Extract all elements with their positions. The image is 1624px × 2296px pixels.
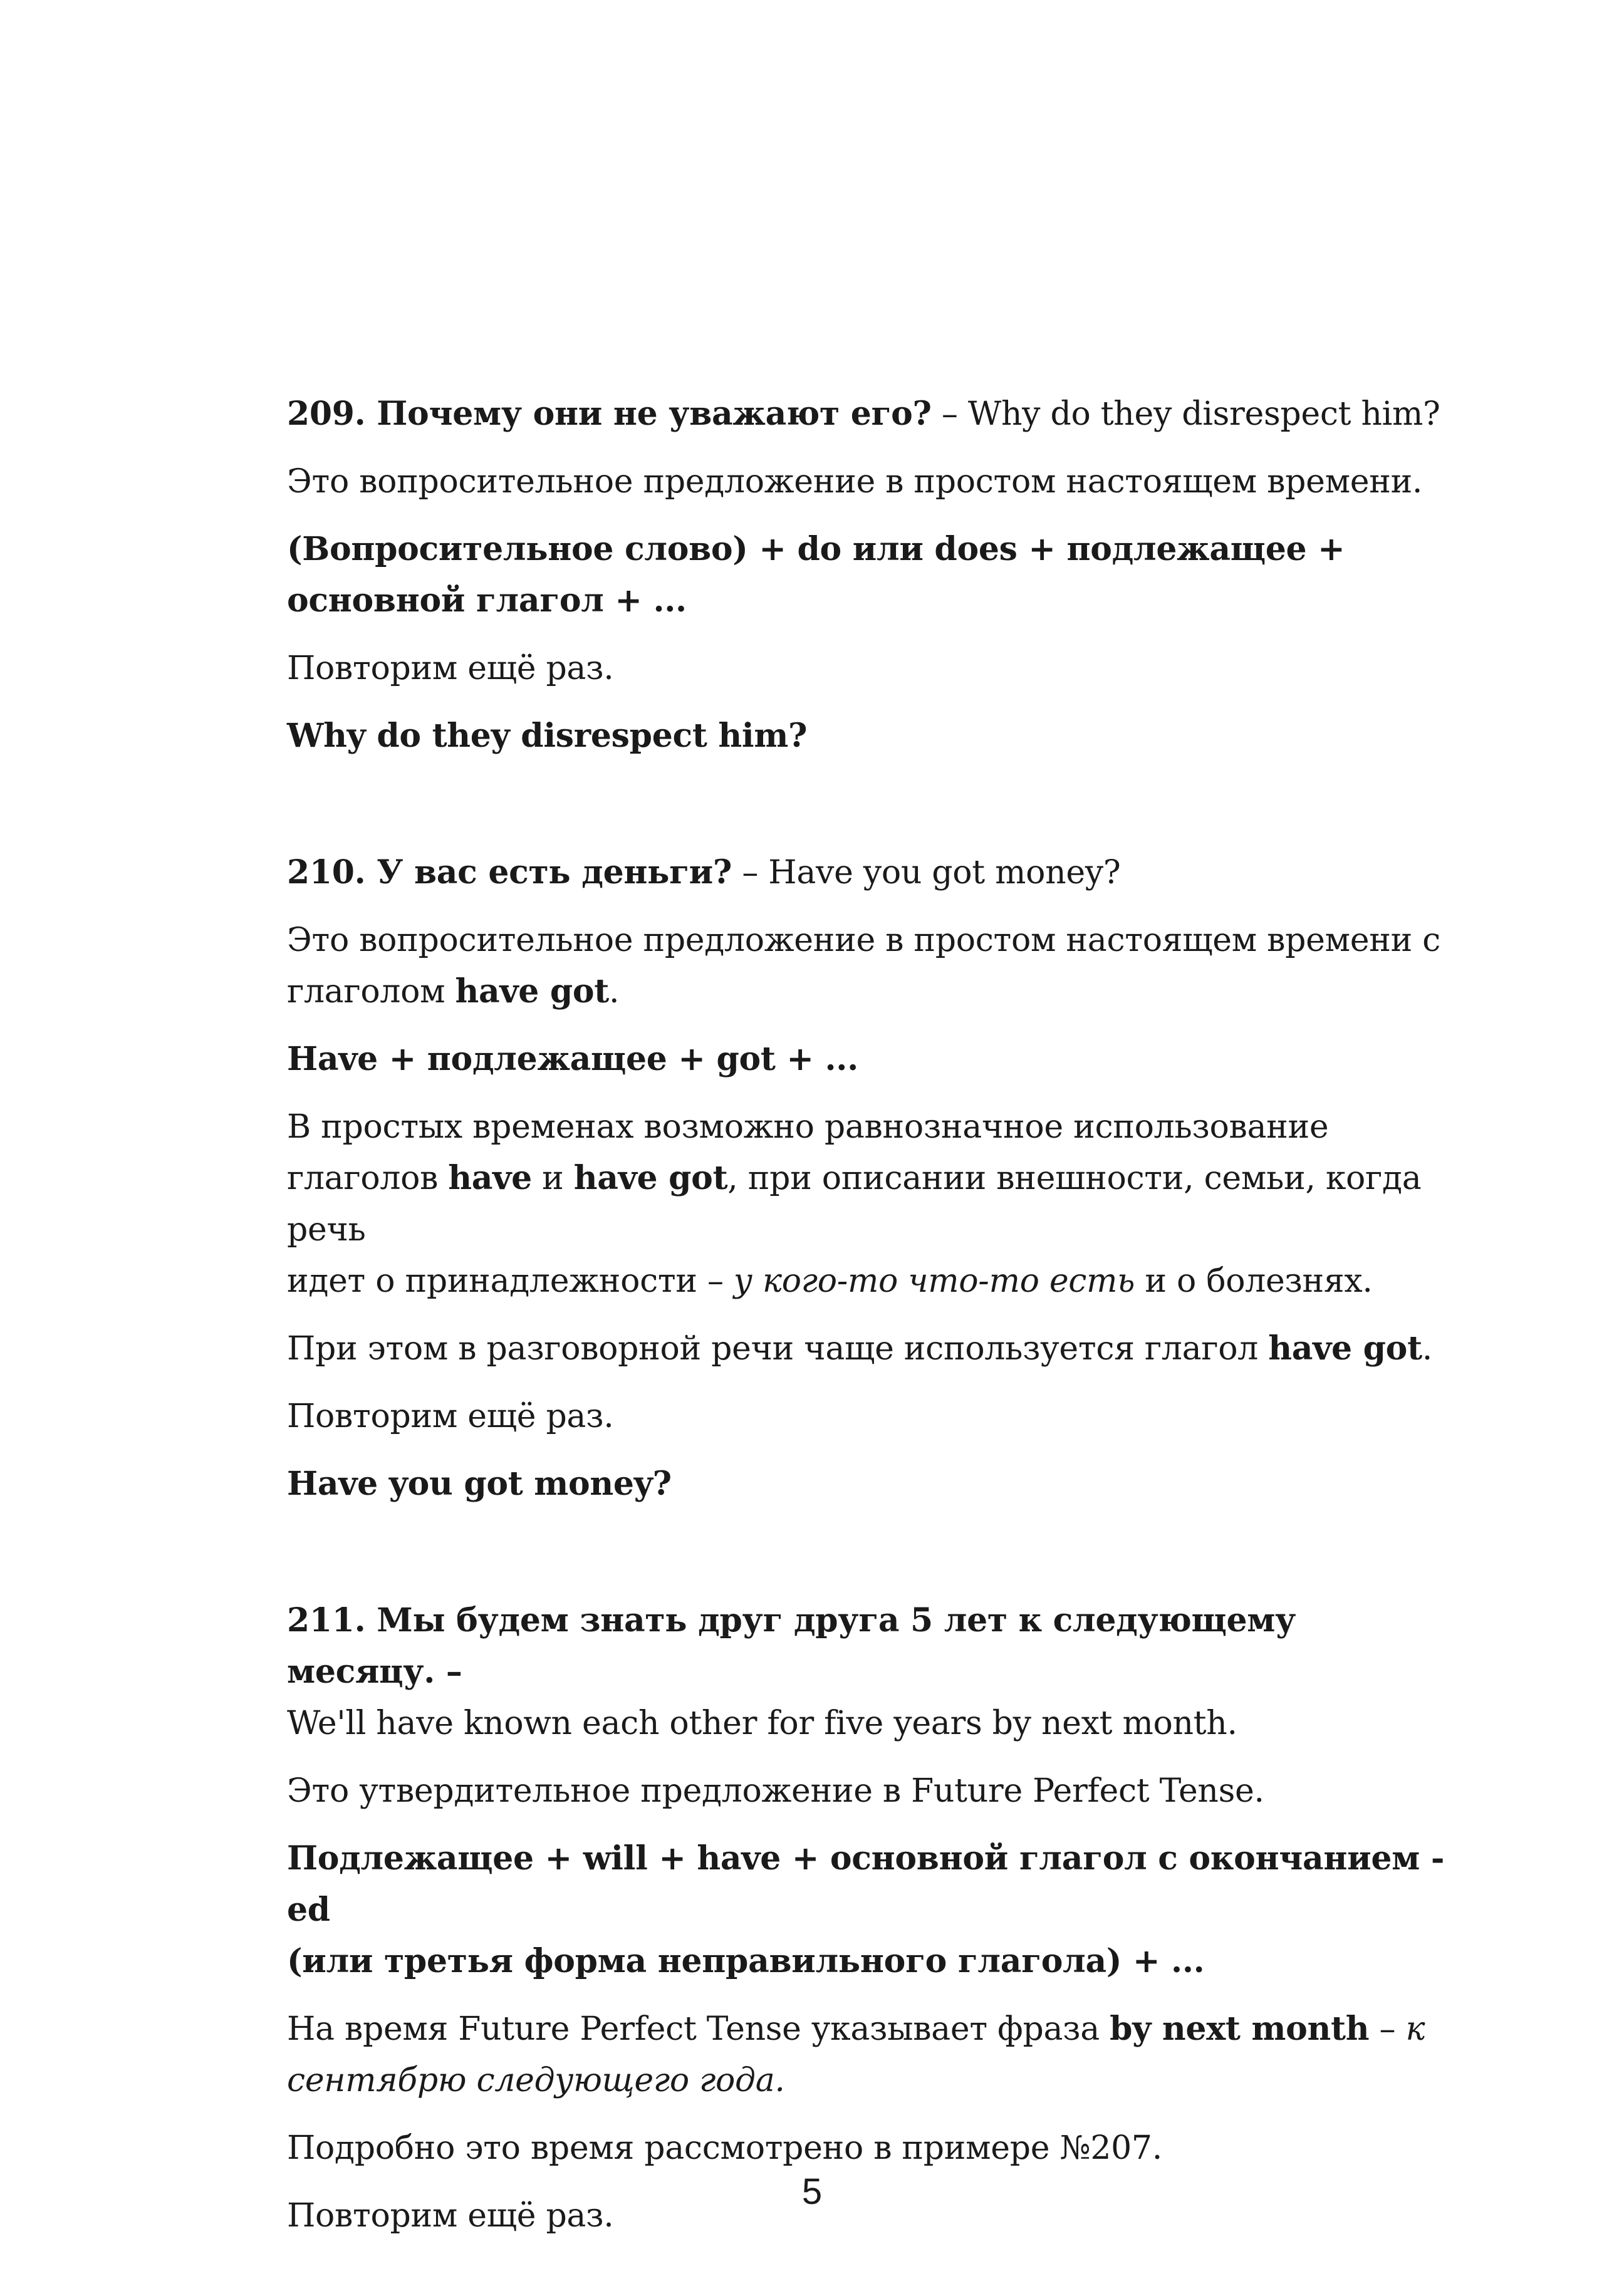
formula-line: Подлежащее + will + have + основной глагол с окончанием -ed [287,1839,1445,1929]
note-text: При этом в разговорной речи чаще используется глагол [287,1330,1269,1368]
example-210 [287,847,1452,1510]
repeat-label: Повторим ещё раз. [287,1398,614,1435]
usage-note [287,1101,1452,1307]
usage-text: и о болезнях. [1135,1262,1373,1300]
usage-bold: have [448,1159,532,1197]
usage-italic: у кого-то что-то есть [733,1262,1135,1300]
usage-bold: have got [573,1159,728,1197]
marker-bold: by next month [1110,2010,1370,2048]
reference-note: Подробно это время рассмотрено в примере №207. [287,2129,1162,2167]
description-text: глаголом [287,973,455,1010]
formula-line: (Вопросительное слово) + do или does + подлежащее + [287,530,1345,568]
section-gap [287,778,1452,847]
usage-text: , при описании внешности, семьи, когда речь [287,1160,1422,1249]
repeat-label: Повторим ещё раз. [287,650,614,687]
marker-italic: сентябрю следующего года. [287,2062,785,2099]
grammar-formula [287,524,1452,626]
heading-russian: 211. Мы будем знать друг друга 5 лет к следующему месяцу. [287,1601,1296,1691]
formula-line: основной глагол + ... [287,581,687,620]
usage-text: и [531,1160,574,1197]
usage-text: идет о принадлежности – [287,1262,734,1300]
example-description [287,915,1452,1017]
grammar-formula: Have + подлежащее + got + ... [287,1040,858,1078]
heading-english: We'll have known each other for five years by next month. [287,1705,1237,1742]
example-heading [287,847,1452,898]
repeat-sentence: Why do they disrespect him? [287,717,808,755]
note-bold: have got [1268,1329,1422,1368]
repeat-label: Повторим ещё раз. [287,2197,614,2235]
heading-russian: 209. Почему они не уважают его? [287,395,932,433]
heading-russian: 210. У вас есть деньги? [287,853,732,891]
heading-dash: – [435,1653,462,1691]
usage-text: глаголов [287,1160,449,1197]
heading-english: – Why do they disrespect him? [931,395,1440,433]
repeat-sentence: Have you got money? [287,1465,672,1503]
page-number: 5 [801,2171,823,2212]
colloquial-note [287,1323,1452,1374]
example-heading [287,1595,1452,1749]
description-bold: have got [455,972,610,1010]
formula-line: (или третья форма неправильного глагола) + ... [287,1942,1205,1980]
description-text: . [609,973,620,1010]
note-text: . [1422,1330,1433,1368]
example-heading [287,388,1452,440]
example-211 [287,1595,1452,2241]
grammar-formula [287,1833,1452,1987]
marker-text: На время Future Perfect Tense указывает фраза [287,2010,1110,2048]
usage-line: В простых временах возможно равнозначное использование [287,1108,1329,1146]
marker-text: – [1369,2010,1406,2048]
section-gap [287,1526,1452,1595]
example-description: Это вопросительное предложение в простом настоящем времени. [287,463,1423,501]
document-page [287,388,1452,2258]
example-209 [287,388,1452,762]
description-line: Это вопросительное предложение в простом настоящем времени с [287,922,1440,959]
time-marker-note [287,2003,1452,2106]
example-description: Это утвердительное предложение в Future Perfect Tense. [287,1772,1264,1810]
marker-italic: к [1405,2010,1425,2048]
heading-english: – Have you got money? [732,854,1121,891]
